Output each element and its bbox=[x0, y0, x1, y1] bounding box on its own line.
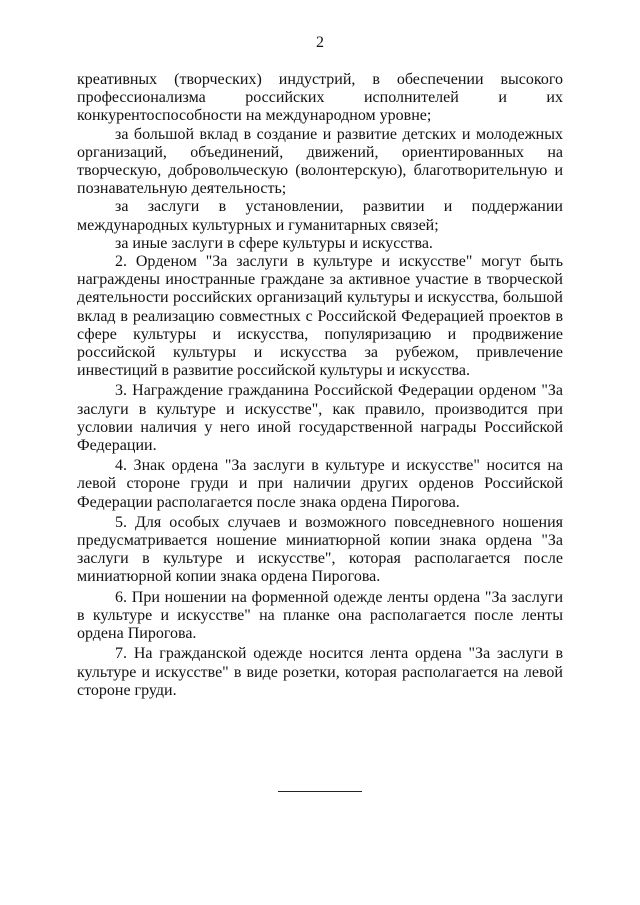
end-of-document-rule bbox=[278, 791, 362, 792]
paragraph-item-4: 4. Знак ордена "За заслуги в культуре и искусстве" носится на левой стороне груди и при наличии других орденов Российской Федерации располагается после знака ордена Пирогова. bbox=[77, 457, 563, 511]
paragraph-item-2: 2. Орденом "За заслуги в культуре и искусстве" могут быть награждены иностранные граждане за активное участие в творческой деятельности российских организаций культуры и искусства, большой вклад в реализацию совместных с Российской Федерацией проектов в сфере культуры и искусства, популяризацию и продвижение российской культуры и искусства за рубежом, привлечение инвестиций в развитие российской культуры и искусства. bbox=[77, 253, 563, 380]
paragraph-children-organizations: за большой вклад в создание и развитие детских и молодежных организаций, объединений, движений, ориентированных на творческую, добровольческую (волонтерскую), благотворительную и познавательную деятельность; bbox=[77, 125, 563, 198]
document-body bbox=[77, 71, 563, 700]
paragraph-continuation: креативных (творческих) индустрий, в обеспечении высокого профессионализма российских исполнителей и их конкурентоспособности на международном уровне; bbox=[77, 71, 563, 125]
paragraph-international-ties: за заслуги в установлении, развитии и поддержании международных культурных и гуманитарных связей; bbox=[77, 198, 563, 234]
paragraph-item-3: 3. Награждение гражданина Российской Федерации орденом "За заслуги в культуре и искусстве", как правило, производится при условии наличия у него иной государственной награды Российской Федерации. bbox=[77, 382, 563, 455]
paragraph-item-7: 7. На гражданской одежде носится лента ордена "За заслуги в культуре и искусстве" в виде розетки, которая располагается на левой стороне груди. bbox=[77, 645, 563, 699]
paragraph-item-6: 6. При ношении на форменной одежде ленты ордена "За заслуги в культуре и искусстве" на планке она располагается после ленты ордена Пирогова. bbox=[77, 588, 563, 643]
paragraph-item-5: 5. Для особых случаев и возможного повседневного ношения предусматривается ношение миниатюрной копии знака ордена "За заслуги в культуре и искусстве", которая располагается после миниатюрной копии знака ордена Пирогова. bbox=[77, 513, 563, 586]
paragraph-other-merits: за иные заслуги в сфере культуры и искусства. bbox=[115, 234, 433, 252]
page-number: 2 bbox=[316, 34, 324, 51]
